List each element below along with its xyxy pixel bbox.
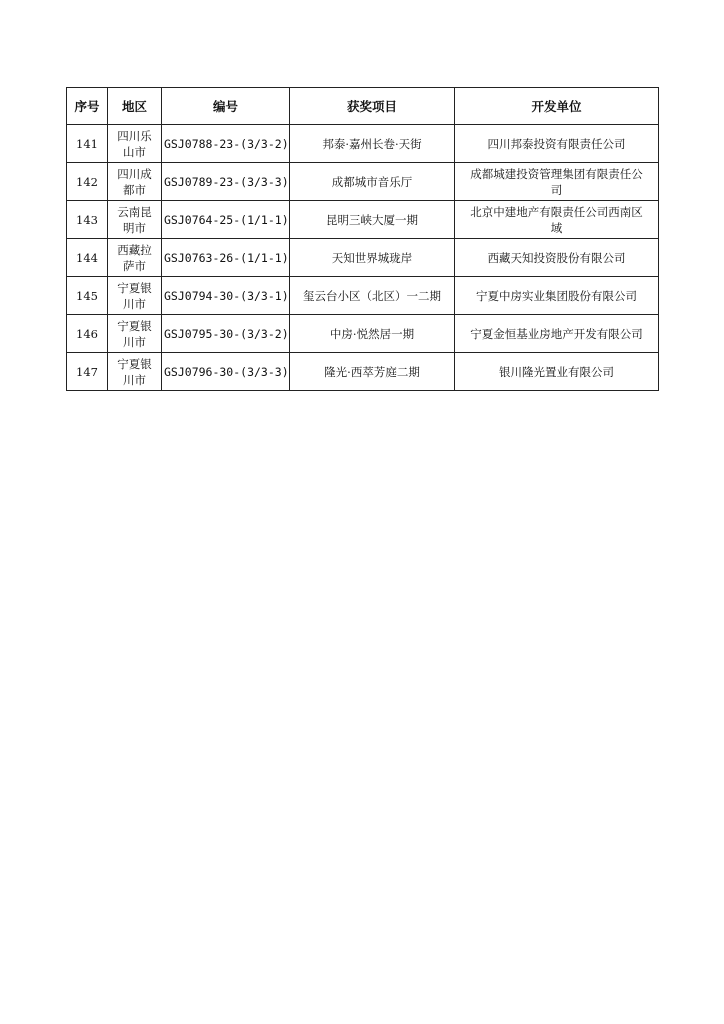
- cell-index: 147: [67, 353, 108, 391]
- cell-region-text: 西藏拉萨市: [117, 242, 152, 273]
- table-row: [67, 125, 659, 163]
- cell-code: GSJ0764-25-(1/1-1): [162, 201, 290, 239]
- cell-index: 141: [67, 125, 108, 163]
- cell-index: 145: [67, 277, 108, 315]
- cell-project: [290, 315, 455, 353]
- cell-region: [108, 163, 162, 201]
- cell-index: 142: [67, 163, 108, 201]
- cell-project-text: 中房·悦然居一期: [329, 326, 415, 341]
- cell-code: GSJ0763-26-(1/1-1): [162, 239, 290, 277]
- cell-region: [108, 239, 162, 277]
- cell-code: GSJ0796-30-(3/3-3): [162, 353, 290, 391]
- cell-developer: [455, 239, 659, 277]
- cell-region: [108, 125, 162, 163]
- cell-index: 143: [67, 201, 108, 239]
- table-header-row: [67, 88, 659, 125]
- cell-developer-text: 银川隆光置业有限公司: [499, 364, 614, 379]
- cell-region-text: 宁夏银川市: [117, 280, 152, 311]
- table-row: [67, 201, 659, 239]
- cell-project: [290, 277, 455, 315]
- cell-developer: [455, 353, 659, 391]
- header-project: 获奖项目: [290, 88, 455, 125]
- cell-region: [108, 277, 162, 315]
- cell-project-text: 天知世界城珑岸: [331, 250, 413, 265]
- header-developer: 开发单位: [455, 88, 659, 125]
- cell-code: GSJ0788-23-(3/3-2): [162, 125, 290, 163]
- cell-developer-text: 西藏天知投资股份有限公司: [487, 250, 626, 265]
- cell-code: GSJ0789-23-(3/3-3): [162, 163, 290, 201]
- cell-region-text: 宁夏银川市: [117, 318, 152, 349]
- table-row: [67, 239, 659, 277]
- cell-developer: [455, 277, 659, 315]
- cell-developer: [455, 201, 659, 239]
- cell-developer-text: 宁夏金恒基业房地产开发有限公司: [470, 326, 643, 341]
- header-region: 地区: [108, 88, 162, 125]
- cell-developer-text: 成都城建投资管理集团有限责任公司: [470, 166, 643, 197]
- cell-project: [290, 239, 455, 277]
- cell-region-text: 云南昆明市: [117, 204, 152, 235]
- header-index: 序号: [67, 88, 108, 125]
- cell-developer: [455, 125, 659, 163]
- cell-code: GSJ0795-30-(3/3-2): [162, 315, 290, 353]
- table-row: [67, 163, 659, 201]
- cell-project: [290, 163, 455, 201]
- cell-code: GSJ0794-30-(3/3-1): [162, 277, 290, 315]
- cell-project-text: 隆光·西萃芳庭二期: [324, 364, 420, 379]
- awards-table: [66, 87, 659, 391]
- cell-project-text: 玺云台小区（北区）一二期: [303, 288, 441, 303]
- cell-region: [108, 315, 162, 353]
- cell-project: [290, 125, 455, 163]
- header-code: 编号: [162, 88, 290, 125]
- table-row: [67, 315, 659, 353]
- cell-developer-text: 北京中建地产有限责任公司西南区域: [470, 204, 643, 235]
- cell-developer-text: 四川邦泰投资有限责任公司: [487, 136, 626, 151]
- cell-developer: [455, 163, 659, 201]
- cell-project: [290, 353, 455, 391]
- cell-developer-text: 宁夏中房实业集团股份有限公司: [476, 288, 637, 303]
- cell-project-text: 邦泰·嘉州长卷·天街: [322, 136, 422, 151]
- cell-project: [290, 201, 455, 239]
- cell-region: [108, 353, 162, 391]
- cell-index: 146: [67, 315, 108, 353]
- cell-project-text: 成都城市音乐厅: [331, 174, 413, 189]
- cell-project-text: 昆明三峡大厦一期: [326, 212, 418, 227]
- cell-region: [108, 201, 162, 239]
- cell-region-text: 四川成都市: [117, 166, 152, 197]
- cell-developer: [455, 315, 659, 353]
- cell-region-text: 四川乐山市: [117, 128, 152, 159]
- cell-region-text: 宁夏银川市: [117, 356, 152, 387]
- table-row: [67, 277, 659, 315]
- cell-index: 144: [67, 239, 108, 277]
- table-row: [67, 353, 659, 391]
